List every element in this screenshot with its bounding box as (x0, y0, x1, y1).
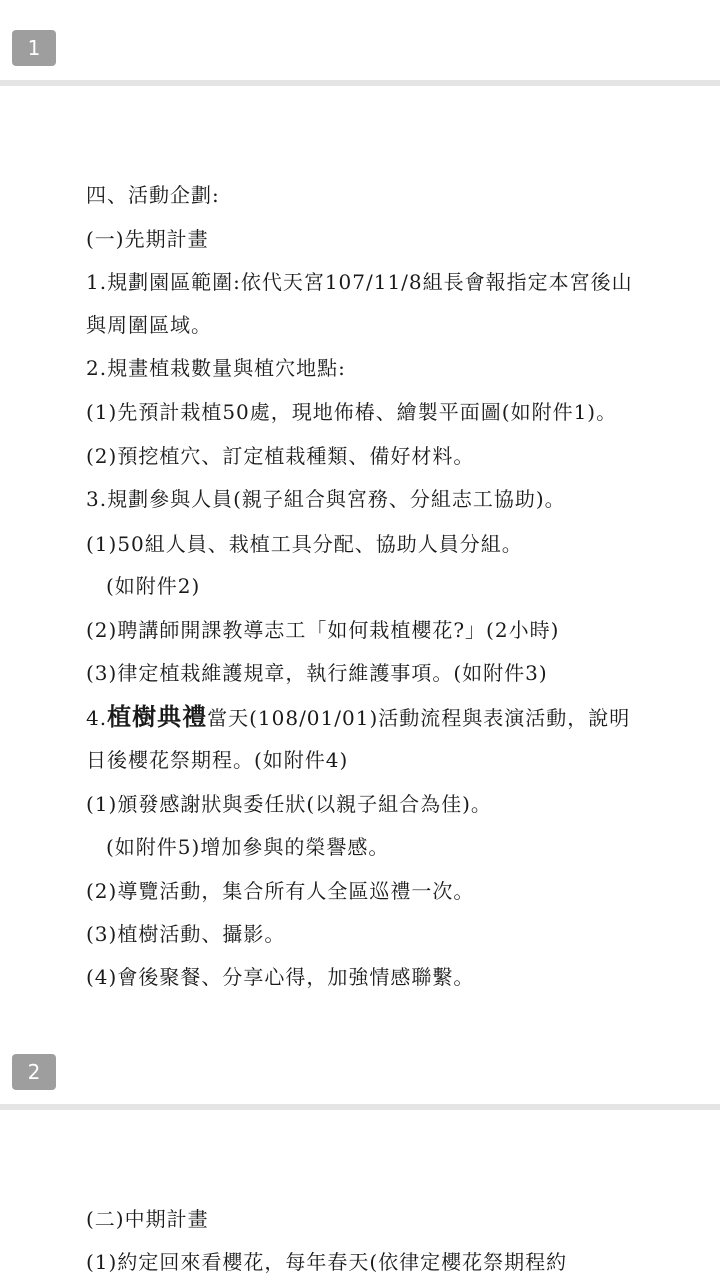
doc-line: (1)先預計栽植50處，現地佈椿、繪製平面圖(如附件1)。 (86, 400, 618, 424)
doc-line: (如附件2) (106, 574, 201, 598)
doc-line: (2)預挖植穴、訂定植栽種類、備好材料。 (86, 444, 475, 468)
doc-line: 3.規劃參與人員(親子組合與宮務、分組志工協助)。 (86, 487, 566, 511)
doc-line: 與周圍區域。 (86, 313, 212, 337)
item-text: 當天(108/01/01)活動流程與表演活動，說明 (207, 706, 631, 730)
emphasis-text: 植樹典禮 (107, 702, 208, 731)
doc-line: (1)50組人員、栽植工具分配、協助人員分組。 (86, 532, 523, 556)
page-number-badge: 1 (12, 30, 56, 66)
doc-line: (如附件5)增加參與的榮譽感。 (106, 835, 390, 859)
doc-line: (1)頒發感謝狀與委任狀(以親子組合為佳)。 (86, 792, 492, 816)
page-separator (0, 80, 720, 86)
doc-line: 1.規劃園區範圍:依代天宮107/11/8組長會報指定本宮後山 (86, 270, 633, 294)
item-number: 4. (86, 706, 108, 730)
doc-line: (4)會後聚餐、分享心得，加強情感聯繫。 (86, 965, 475, 989)
doc-line: 日後櫻花祭期程。(如附件4) (86, 748, 349, 772)
subsection-heading: (一)先期計畫 (86, 227, 209, 251)
page-separator (0, 1104, 720, 1110)
doc-line: (2)聘講師開課教導志工「如何栽植櫻花?」(2小時) (86, 618, 560, 642)
doc-line-item-4 (86, 703, 700, 732)
section-heading: 四、活動企劃: (86, 183, 220, 207)
doc-line: (3)律定植栽維護規章，執行維護事項。(如附件3) (86, 661, 548, 685)
doc-line: (1)約定回來看櫻花，每年春天(依律定櫻花祭期程約 (86, 1250, 568, 1274)
doc-line: (3)植樹活動、攝影。 (86, 922, 286, 946)
doc-line: 2.規畫植栽數量與植穴地點: (86, 356, 346, 380)
subsection-heading: (二)中期計畫 (86, 1207, 209, 1231)
doc-line: (2)導覽活動，集合所有人全區巡禮一次。 (86, 879, 475, 903)
page-number-badge: 2 (12, 1054, 56, 1090)
